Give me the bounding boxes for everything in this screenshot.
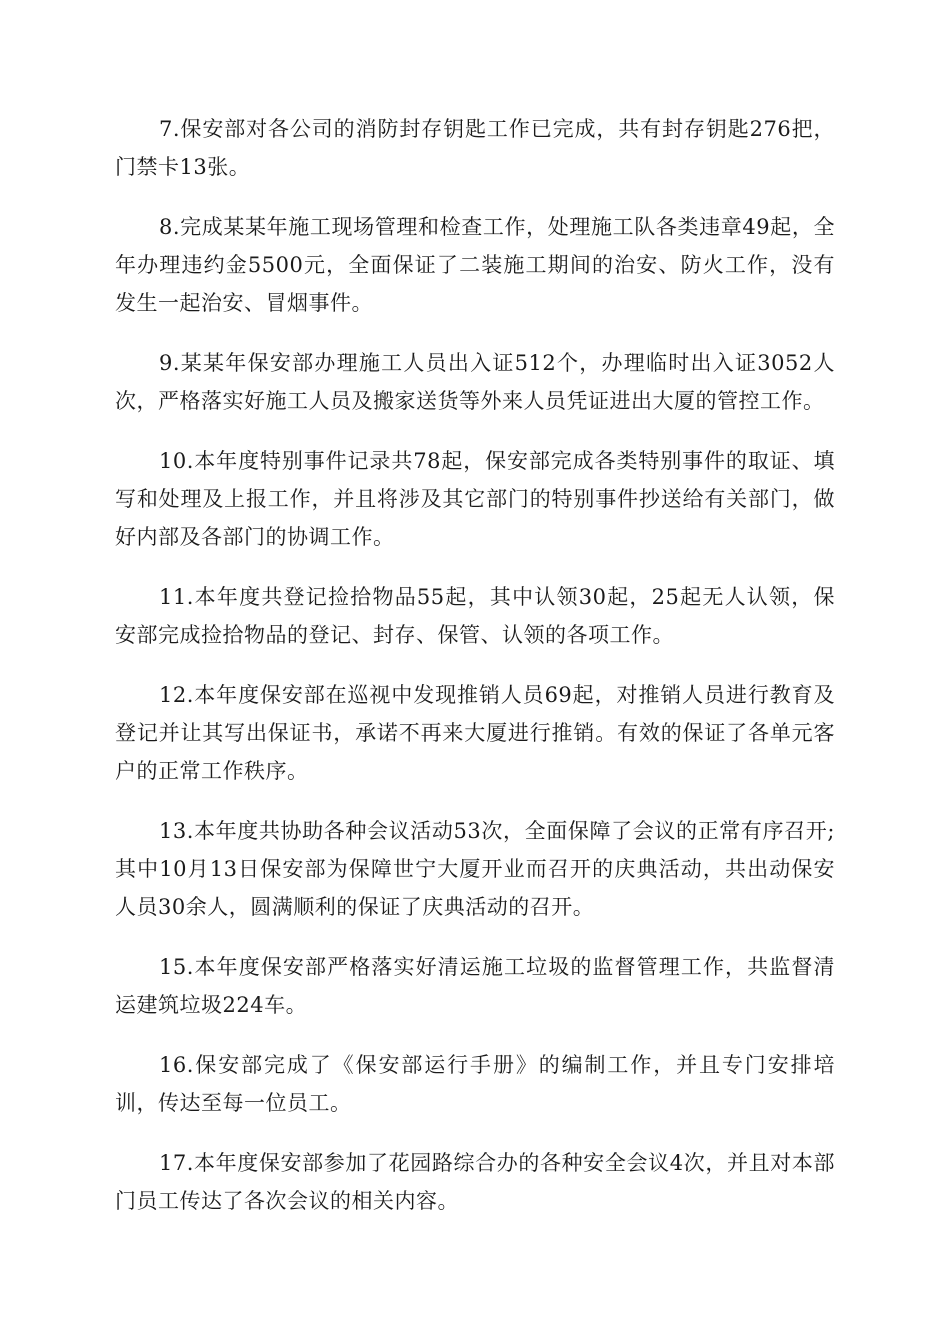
paragraph-item-8: 8.完成某某年施工现场管理和检查工作，处理施工队各类违章49起，全年办理违约金5500元，全面保证了二装施工期间的治安、防火工作，没有发生一起治安、冒烟事件。 — [115, 215, 835, 315]
paragraph-item-9: 9.某某年保安部办理施工人员出入证512个，办理临时出入证3052人次，严格落实好施工人员及搬家送货等外来人员凭证进出大厦的管控工作。 — [115, 351, 835, 413]
paragraph-item-16: 16.保安部完成了《保安部运行手册》的编制工作，并且专门安排培训，传达至每一位员工。 — [115, 1053, 835, 1115]
paragraph-item-11: 11.本年度共登记捡拾物品55起，其中认领30起，25起无人认领，保安部完成捡拾物品的登记、封存、保管、认领的各项工作。 — [115, 585, 835, 647]
paragraph-item-15: 15.本年度保安部严格落实好清运施工垃圾的监督管理工作，共监督清运建筑垃圾224车。 — [115, 955, 835, 1017]
paragraph-item-17: 17.本年度保安部参加了花园路综合办的各种安全会议4次，并且对本部门员工传达了各次会议的相关内容。 — [115, 1151, 835, 1213]
document-body — [115, 110, 835, 1242]
paragraph-item-12: 12.本年度保安部在巡视中发现推销人员69起，对推销人员进行教育及登记并让其写出保证书，承诺不再来大厦进行推销。有效的保证了各单元客户的正常工作秩序。 — [115, 683, 835, 783]
paragraph-item-7: 7.保安部对各公司的消防封存钥匙工作已完成，共有封存钥匙276把，门禁卡13张。 — [115, 117, 835, 179]
paragraph-item-13: 13.本年度共协助各种会议活动53次，全面保障了会议的正常有序召开;其中10月13日保安部为保障世宁大厦开业而召开的庆典活动，共出动保安人员30余人，圆满顺利的保证了庆典活动的召开。 — [115, 819, 835, 919]
paragraph-item-10: 10.本年度特别事件记录共78起，保安部完成各类特别事件的取证、填写和处理及上报工作，并且将涉及其它部门的特别事件抄送给有关部门，做好内部及各部门的协调工作。 — [115, 449, 835, 549]
